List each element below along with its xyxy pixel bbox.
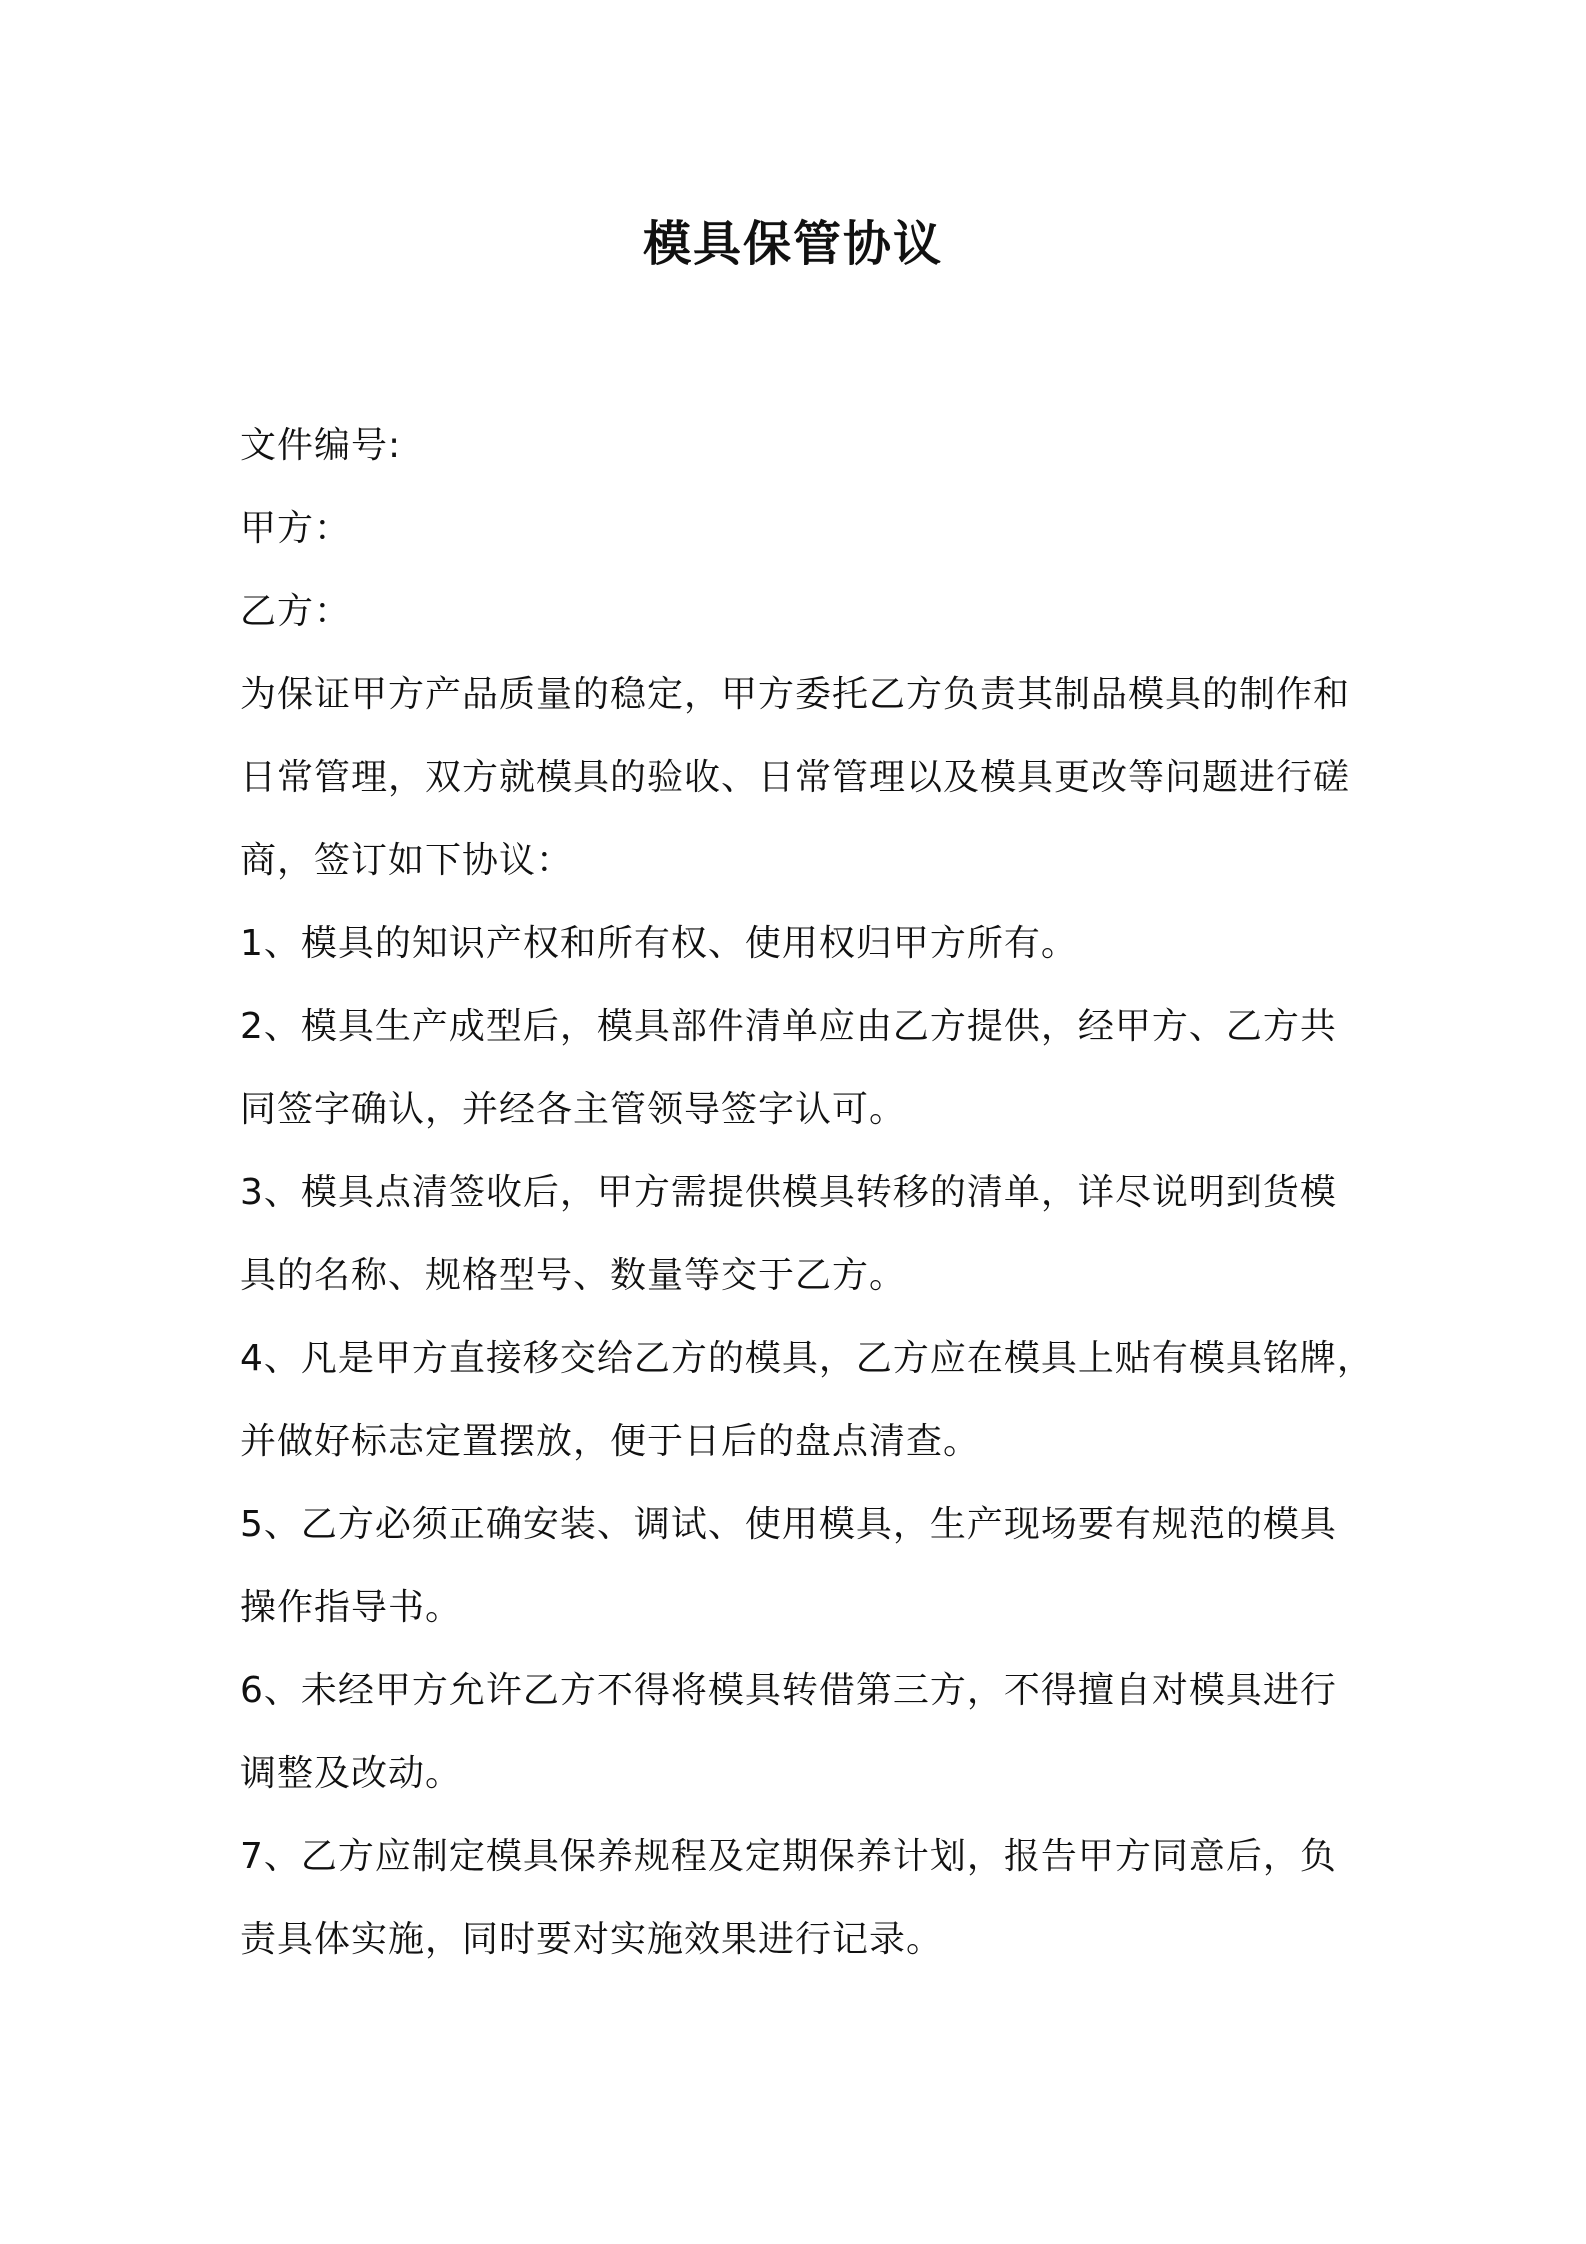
clause-3-line: 3、模具点清签收后，甲方需提供模具转移的清单，详尽说明到货模 <box>240 1172 1337 1213</box>
clause-2-line: 2、模具生产成型后，模具部件清单应由乙方提供，经甲方、乙方共 <box>240 1006 1337 1047</box>
clause-7-line: 责具体实施，同时要对实施效果进行记录。 <box>240 1919 944 1960</box>
clause-7-line: 7、乙方应制定模具保养规程及定期保养计划，报告甲方同意后，负 <box>240 1836 1337 1877</box>
clause-6-line: 6、未经甲方允许乙方不得将模具转借第三方，不得擅自对模具进行 <box>240 1670 1337 1711</box>
clause-2-line: 同签字确认，并经各主管领导签字认可。 <box>240 1089 907 1130</box>
clause-6-line: 调整及改动。 <box>240 1753 463 1794</box>
document-body <box>240 404 1374 1981</box>
intro-line: 商，签订如下协议： <box>240 840 574 881</box>
clause-5-line: 5、乙方必须正确安装、调试、使用模具，生产现场要有规范的模具 <box>240 1504 1337 1545</box>
clause-4-line: 4、凡是甲方直接移交给乙方的模具，乙方应在模具上贴有模具铭牌， <box>240 1338 1374 1379</box>
clause-3-line: 具的名称、规格型号、数量等交于乙方。 <box>240 1255 907 1296</box>
document-title: 模具保管协议 <box>642 216 943 272</box>
party-b-label: 乙方： <box>240 591 352 632</box>
intro-line: 日常管理，双方就模具的验收、日常管理以及模具更改等问题进行磋 <box>240 757 1351 798</box>
clause-4-line: 并做好标志定置摆放，便于日后的盘点清查。 <box>240 1421 981 1462</box>
intro-line: 为保证甲方产品质量的稳定，甲方委托乙方负责其制品模具的制作和 <box>240 674 1351 715</box>
party-a-label: 甲方： <box>240 508 352 549</box>
clause-1-line: 1、模具的知识产权和所有权、使用权归甲方所有。 <box>240 923 1078 964</box>
file-number-label: 文件编号: <box>240 425 402 466</box>
clause-5-line: 操作指导书。 <box>240 1587 463 1628</box>
